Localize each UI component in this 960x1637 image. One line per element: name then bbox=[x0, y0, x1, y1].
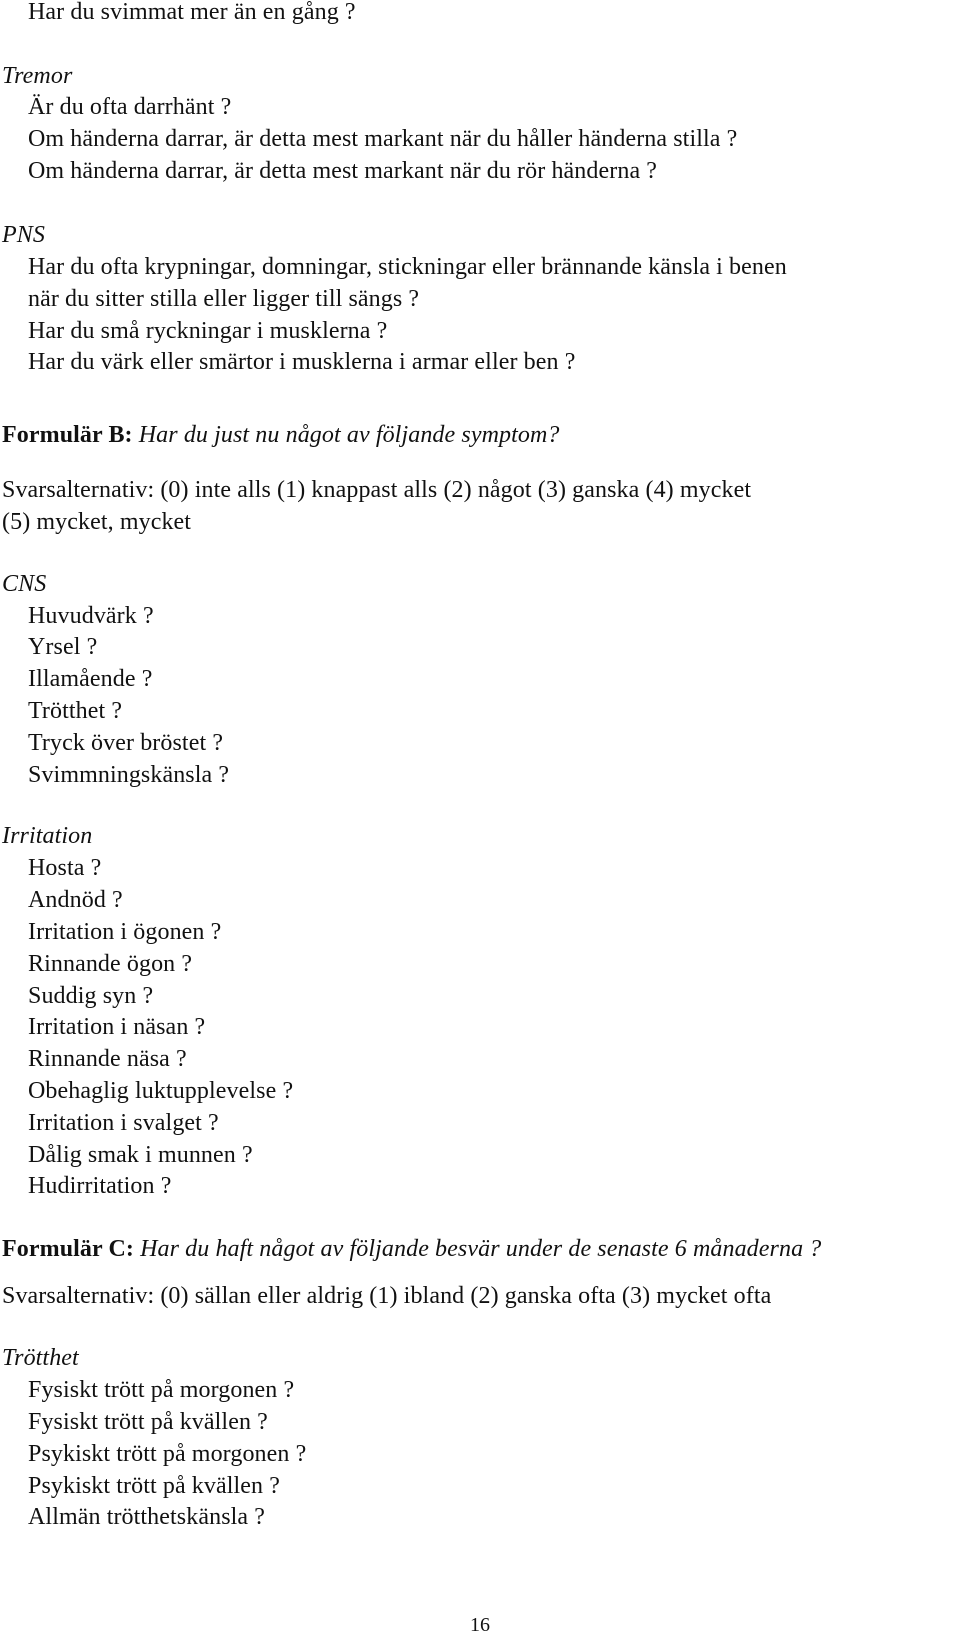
list-item: Illamående ? bbox=[28, 666, 153, 692]
list-item: Rinnande näsa ? bbox=[28, 1046, 187, 1072]
list-item: Psykiskt trött på morgonen ? bbox=[28, 1441, 307, 1467]
question-tingling-line2: när du sitter stilla eller ligger till sängs ? bbox=[28, 286, 420, 312]
question-muscle-pain: Har du värk eller smärtor i musklerna i armar eller ben ? bbox=[28, 349, 576, 375]
list-item: Rinnande ögon ? bbox=[28, 951, 193, 977]
list-item: Fysiskt trött på morgonen ? bbox=[28, 1377, 295, 1403]
list-item: Trötthet ? bbox=[28, 698, 123, 724]
question-tremor-hands-still: Om händerna darrar, är detta mest markant när du håller händerna stilla ? bbox=[28, 126, 738, 152]
list-item: Irritation i svalget ? bbox=[28, 1110, 219, 1136]
form-b-heading bbox=[2, 423, 560, 447]
list-item: Dålig smak i munnen ? bbox=[28, 1142, 253, 1168]
list-item: Andnöd ? bbox=[28, 887, 123, 913]
question-tremor-hands-moving: Om händerna darrar, är detta mest markant när du rör händerna ? bbox=[28, 158, 658, 184]
list-item: Fysiskt trött på kvällen ? bbox=[28, 1409, 268, 1435]
form-b-answer-options-line2: (5) mycket, mycket bbox=[2, 509, 192, 535]
list-item: Obehaglig luktupplevelse ? bbox=[28, 1078, 294, 1104]
list-item: Irritation i näsan ? bbox=[28, 1014, 206, 1040]
list-item: Hosta ? bbox=[28, 855, 102, 881]
list-item: Yrsel ? bbox=[28, 634, 98, 660]
question-muscle-twitches: Har du små ryckningar i musklerna ? bbox=[28, 318, 388, 344]
form-b-label: Formulär B: bbox=[2, 422, 133, 448]
section-heading-tremor: Tremor bbox=[2, 63, 73, 89]
section-heading-fatigue: Trötthet bbox=[2, 1345, 79, 1371]
form-b-answer-options-line1: Svarsalternativ: (0) inte alls (1) knappast alls (2) något (3) ganska (4) mycket bbox=[2, 477, 752, 503]
page-number: 16 bbox=[470, 1614, 490, 1636]
list-item: Suddig syn ? bbox=[28, 983, 154, 1009]
form-c-question: Har du haft något av följande besvär under de senaste 6 månaderna ? bbox=[140, 1236, 822, 1262]
question-fainted-more-than-once: Har du svimmat mer än en gång ? bbox=[28, 0, 356, 25]
form-c-label: Formulär C: bbox=[2, 1236, 134, 1262]
list-item: Psykiskt trött på kvällen ? bbox=[28, 1473, 281, 1499]
question-often-shaky: Är du ofta darrhänt ? bbox=[28, 94, 232, 120]
question-tingling-line1: Har du ofta krypningar, domningar, stickningar eller brännande känsla i benen bbox=[28, 254, 787, 280]
list-item: Tryck över bröstet ? bbox=[28, 730, 224, 756]
list-item: Allmän trötthetskänsla ? bbox=[28, 1504, 266, 1530]
section-heading-pns: PNS bbox=[2, 222, 45, 248]
list-item: Huvudvärk ? bbox=[28, 603, 154, 629]
form-b-question: Har du just nu något av följande symptom? bbox=[138, 422, 560, 448]
section-heading-cns: CNS bbox=[2, 571, 47, 597]
list-item: Svimmningskänsla ? bbox=[28, 762, 230, 788]
form-c-answer-options: Svarsalternativ: (0) sällan eller aldrig (1) ibland (2) ganska ofta (3) mycket ofta bbox=[2, 1283, 772, 1309]
list-item: Hudirritation ? bbox=[28, 1173, 172, 1199]
list-item: Irritation i ögonen ? bbox=[28, 919, 222, 945]
section-heading-irritation: Irritation bbox=[2, 823, 93, 849]
form-c-heading bbox=[2, 1237, 821, 1261]
